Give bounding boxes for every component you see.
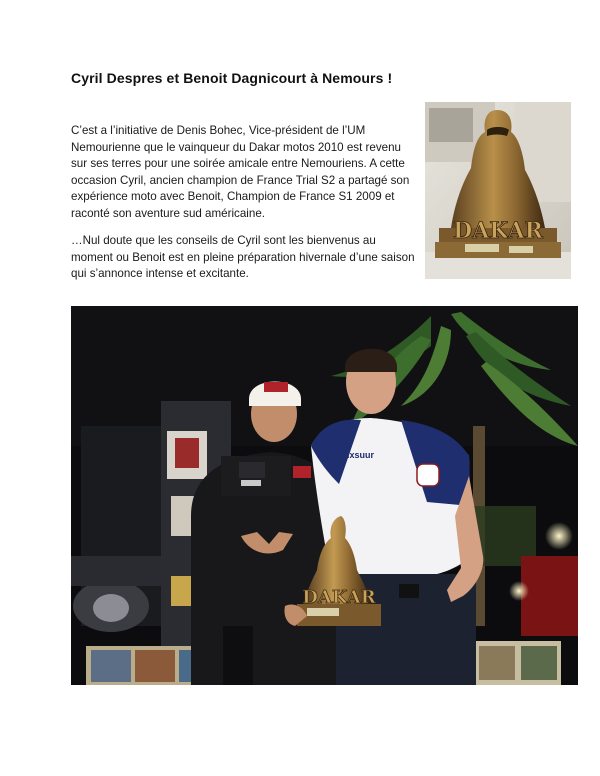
article-paragraph-2: …Nul doute que les conseils de Cyril sont les bienvenus au moment ou Benoit est en pleine préparation hivernale d’une saison qui s’annonce intense et excitante.: [71, 234, 415, 280]
article-title: Cyril Despres et Benoit Dagnicourt à Nemours !: [71, 70, 393, 86]
trophy-dakar-label: DAKAR: [453, 218, 543, 244]
main-trophy-dakar-label: DAKAR: [302, 587, 376, 608]
trophy-photo: [425, 102, 571, 279]
article-paragraph-1: C’est a l’initiative de Denis Bohec, Vice-président de l’UM Nemourienne que le vainqueur du Dakar motos 2010 est revenu sur ses terres pour une soirée amicale entre Nemouriens. A cette occasion Cyril, ancien champion de France Trial S2 a partagé son expérience moto avec Benoit, Champion de France S1 2009 et raconté son aventure sud américaine.: [71, 124, 410, 220]
jersey-brand-text: Sixsuur: [341, 450, 375, 460]
main-photo: [71, 306, 578, 685]
